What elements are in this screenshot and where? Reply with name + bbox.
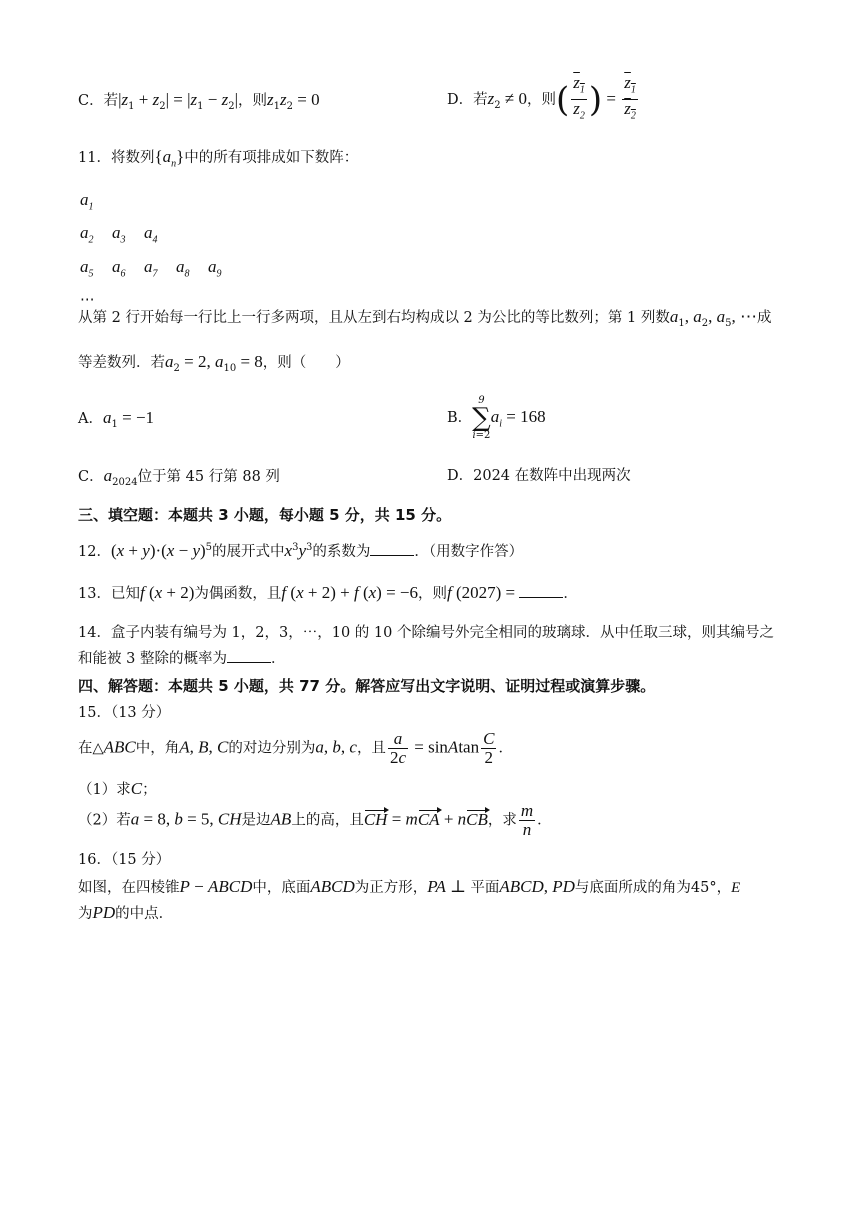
q11-option-b: B． 9 ∑ i=2 $a_i = 168$ <box>447 395 546 441</box>
q11-stem: 11．将数列$\{a_n\}$中的所有项排成如下数阵： <box>78 147 359 170</box>
q16-line1: 如图，在四棱锥P − ABCD中，底面ABCD为正方形，PA ⊥ 平面ABCD, PD与底面所成的角为45°，E <box>78 877 741 896</box>
q14-line2: 和能被 3 整除的概率为 ． <box>78 646 285 672</box>
q11-option-d: D．2024 在数阵中出现两次 <box>447 468 631 484</box>
q16-line2: 为PD的中点． <box>78 903 174 922</box>
q11-option-c: C．$a_{2024}$位于第 45 行第 88 列 <box>78 466 280 488</box>
section-3-heading: 三、填空题：本题共 3 小题，每小题 5 分，共 15 分。 <box>78 506 452 524</box>
q15-part2: （2）若a = 8, b = 5, CH是边AB上的高，且CH = mCA + nCB，求 $\frac{m}{n}$ ． <box>78 801 552 839</box>
q12: 12．$(x + y)\cdot(x - y)^5$的展开式中$x^3y^3$的系数为 ．（用数字作答） <box>78 540 524 560</box>
q13: 13．已知f (x + 2)为偶函数，且f (x + 2) + f (x) = −6，则f (2027) = ． <box>78 583 578 602</box>
q16-heading: 16．（15 分） <box>78 852 171 868</box>
q10-option-c: C．若$|z_1 + z_2| = |z_1 - z_2|$，则$z_1z_2 = 0$ <box>78 90 320 112</box>
q15-heading: 15．（13 分） <box>78 705 171 721</box>
q14-line1: 14．盒子内装有编号为 1，2，3，⋯，10 的 10 个除编号外完全相同的玻璃球．从中任取三球，则其编号之 <box>78 625 774 641</box>
q12-answer-blank[interactable] <box>370 541 414 556</box>
q10-option-d: D．若$z_2 \ne 0$，则( $\frac{z_1}{z_2}$ ) = $\frac{z_1}{z_2}$ <box>447 73 636 122</box>
q11-option-a: A．$a_1 = -1$ <box>78 408 155 430</box>
q11-desc-line2: 等差数列．若$a_2 = 2$, $a_{10} = 8$，则（ ） <box>78 352 350 374</box>
section-4-heading: 四、解答题：本题共 5 小题，共 77 分。解答应写出文字说明、证明过程或演算步骤。 <box>78 677 656 695</box>
q13-answer-blank[interactable] <box>519 583 563 598</box>
q15-part1: （1）求C； <box>78 779 157 798</box>
q11-number-array: $a_1$ $a_2$ $a_3$ $a_4$ $a_5$ $a_6$ $a_7$ $a_8$ $a_9$ ⋯ <box>80 190 222 309</box>
q14-answer-blank[interactable] <box>227 648 271 663</box>
q11-desc-line1: 从第 2 行开始每一行比上一行多两项，且从左到右均构成以 2 为公比的等比数列；第 1 列数$a_1$, $a_2$, $a_5$, ⋯成 <box>78 307 772 329</box>
q15-stem: 在△ABC中，角A, B, C的对边分别为a, b, c，且 $\frac{a}{2c}$ = sinAtan $\frac{C}{2}$ ． <box>78 729 513 767</box>
